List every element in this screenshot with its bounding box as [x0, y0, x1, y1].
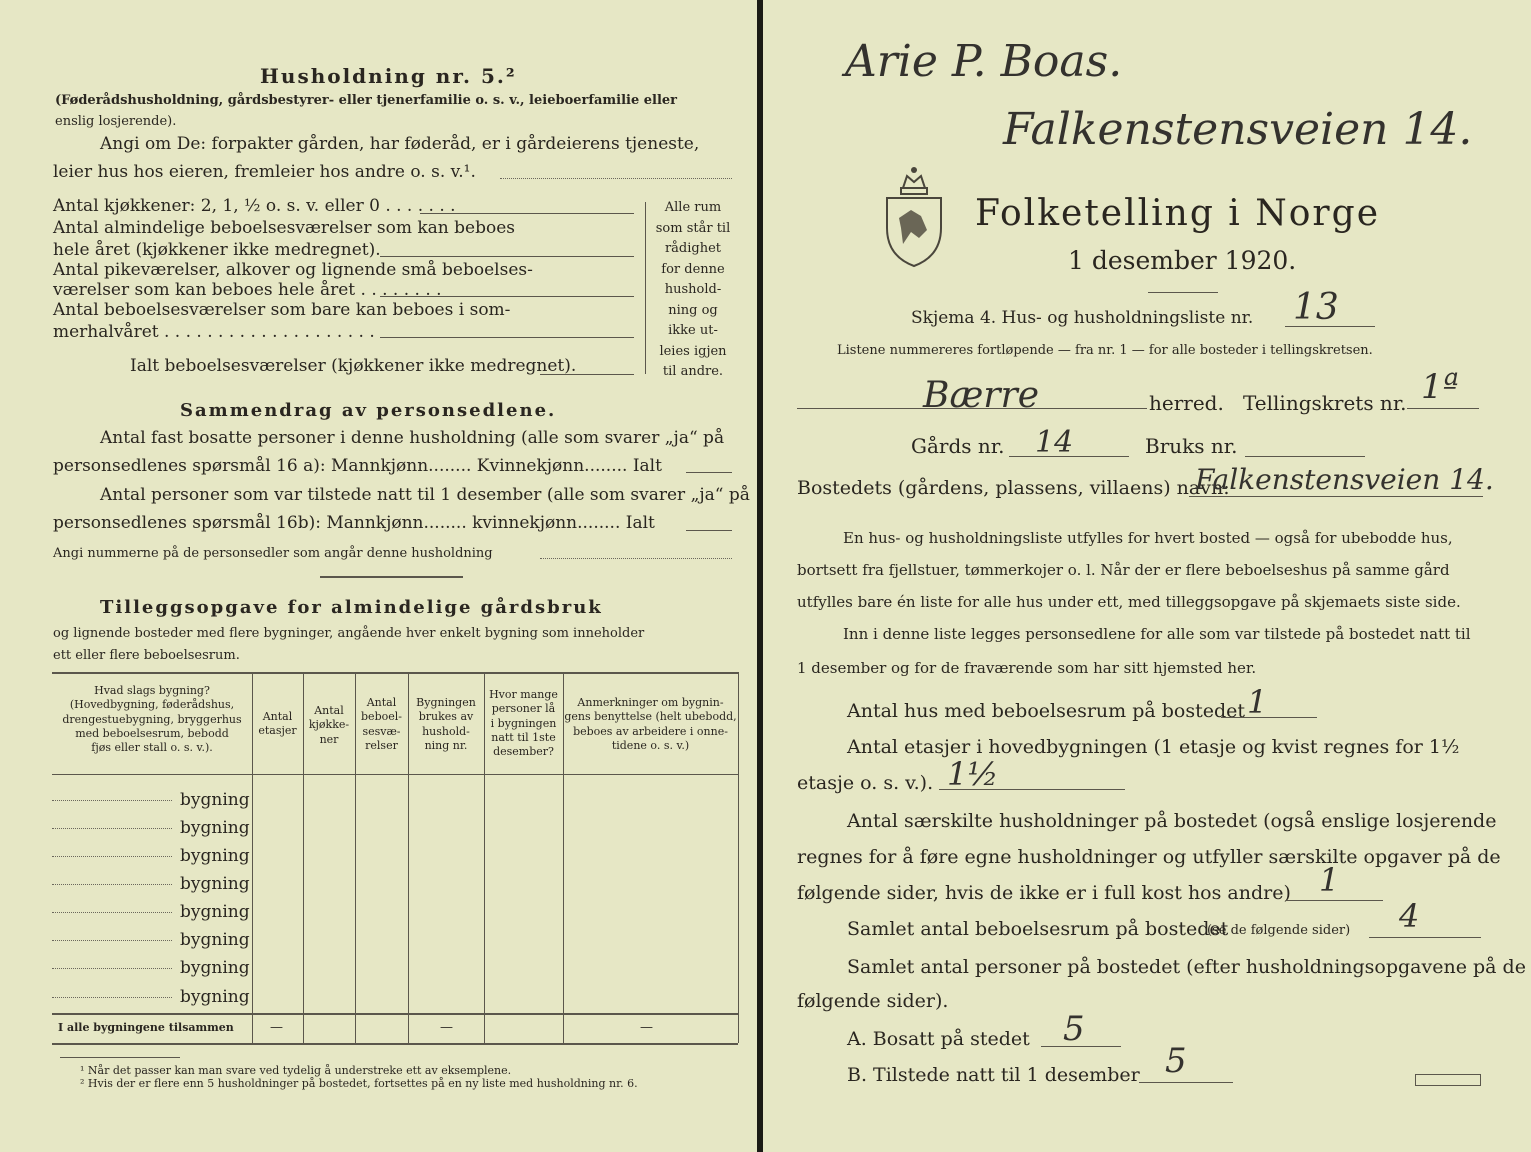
answer-line: [380, 337, 634, 338]
extra-line-2: ett eller flere beboelsesrum.: [53, 648, 240, 663]
table-header: Hvor mange personer lå i bygningen natt til 1ste desember?: [489, 688, 558, 759]
answer-line: [1009, 456, 1129, 457]
summary-title: Sammendrag av personsedlene.: [180, 400, 557, 421]
row-kitchens: Antal kjøkkener: 2, 1, ½ o. s. v. eller 0 . . . . . . .: [53, 196, 456, 216]
household-subtitle: (Føderådshusholdning, gårdsbestyrer- eller tjenerfamilie o. s. v., leieboerfamilie eller: [55, 93, 678, 108]
households-label: Antal særskilte husholdninger på bostedet (også enslige losjerende: [847, 810, 1497, 832]
answer-line: [1407, 408, 1479, 409]
household-title: Husholdning nr. 5.²: [260, 64, 517, 88]
resident-label: A. Bosatt på stedet: [847, 1028, 1030, 1050]
answer-line: [1287, 900, 1383, 901]
household-subtitle-2: enslig losjerende).: [55, 114, 177, 129]
handwritten-address: Falkenstensveien 14.: [1003, 104, 1473, 155]
answer-line: [686, 472, 732, 473]
place-name-label: Bostedets (gårdens, plassens, villaens) navn:: [797, 477, 1230, 499]
farm-number-label: Gårds nr.: [911, 434, 1005, 458]
table-header: Antal etasjer: [258, 710, 297, 738]
form-title: Folketelling i Norge: [975, 193, 1380, 234]
answer-line: [380, 296, 634, 297]
rooms-note: (se de følgende sider): [1207, 923, 1351, 938]
rooms-label: Samlet antal beboelsesrum på bostedet: [847, 918, 1229, 940]
row-summer-rooms: Antal beboelsesværelser som bare kan beboes i som-: [53, 300, 511, 320]
answer-line: [1285, 326, 1375, 327]
answer-line: [797, 408, 1147, 409]
summary-line-4: personsedlenes spørsmål 16b): Mannkjønn........ kvinnekjønn........ Ialt: [53, 513, 655, 533]
answer-line: [420, 213, 540, 214]
municipality-label: herred.: [1149, 391, 1224, 415]
answer-line: [939, 789, 1125, 790]
persons-label: Samlet antal personer på bostedet (efter husholdningsopgavene på de: [847, 956, 1526, 978]
row-total-rooms: Ialt beboelsesværelser (kjøkkener ikke medregnet).: [130, 356, 577, 376]
extra-title: Tilleggsopgave for almindelige gårdsbruk: [100, 597, 603, 618]
rooms-value: 4: [1399, 897, 1420, 935]
instruction-line-4: Inn i denne liste legges personsedlene for alle som var tilstede på bostedet natt til: [843, 625, 1471, 643]
households-value: 1: [1319, 861, 1340, 899]
table-total-label: I alle bygningene tilsammen: [58, 1021, 234, 1034]
answer-line: [380, 256, 634, 257]
schema-label: Skjema 4. Hus- og husholdningsliste nr.: [911, 308, 1254, 328]
divider: [60, 1057, 180, 1058]
brace: [645, 202, 646, 374]
table-row: bygning: [52, 874, 250, 894]
table-row: bygning: [52, 846, 250, 866]
table-total-dash: —: [270, 1020, 283, 1035]
table-header: Antal beboel- sesvæ- relser: [361, 696, 402, 752]
footnote-2: ² Hvis der er flere enn 5 husholdninger på bostedet, fortsettes på en ny liste med husholdning nr. 6.: [80, 1077, 638, 1090]
table-row: bygning: [52, 818, 250, 838]
instruction-line-2: bortsett fra fjellstuer, tømmerkojer o. l. Når der er flere beboelseshus på samme gård: [797, 561, 1450, 579]
summary-line-5: Angi nummerne på de personsedler som angår denne husholdning: [53, 546, 493, 561]
district-label: Tellingskrets nr.: [1243, 391, 1407, 415]
summary-line-2: personsedlenes spørsmål 16 a): Mannkjønn........ Kvinnekjønn........ Ialt: [53, 456, 662, 476]
printer-stamp: [1415, 1074, 1481, 1086]
instruction-line-1: En hus- og husholdningsliste utfylles for hvert bosted — også for ubebodde hus,: [843, 529, 1453, 547]
answer-line: [1369, 937, 1481, 938]
extra-line-1: og lignende bosteder med flere bygninger, angående hver enkelt bygning som inneholder: [53, 626, 645, 641]
table-header: Bygningen brukes av hushold- ning nr.: [416, 696, 476, 752]
summary-line-1: Antal fast bosatte personer i denne husholdning (alle som svarer „ja“ på: [100, 428, 725, 448]
floors-label: Antal etasjer i hovedbygningen (1 etasje og kvist regnes for 1½: [847, 736, 1460, 758]
row-small-rooms-2: værelser som kan beboes hele året . . . . . . . .: [53, 280, 442, 300]
table-row: bygning: [52, 987, 250, 1007]
row-small-rooms: Antal pikeværelser, alkover og lignende små beboelses-: [53, 260, 533, 280]
left-page: [0, 0, 757, 1152]
answer-line: [1041, 1046, 1121, 1047]
summary-line-3: Antal personer som var tilstede natt til 1 desember (alle som svarer „ja“ på: [100, 485, 750, 505]
households-label-2: regnes for å føre egne husholdninger og utfyller særskilte opgaver på de: [797, 846, 1501, 868]
footnote-1: ¹ Når det passer kan man svare ved tydelig å understreke ett av eksemplene.: [80, 1064, 512, 1077]
households-label-3: følgende sider, hvis de ikke er i full kost hos andre): [797, 882, 1291, 904]
schema-number: 13: [1293, 287, 1339, 328]
divider: [320, 576, 463, 578]
persons-label-2: følgende sider).: [797, 990, 949, 1012]
handwritten-name: Arie P. Boas.: [845, 36, 1123, 87]
row-rooms: Antal almindelige beboelsesværelser som kan beboes: [53, 218, 515, 238]
answer-line: [540, 558, 732, 559]
houses-value: 1: [1247, 683, 1268, 721]
table-row: bygning: [52, 958, 250, 978]
right-page: [763, 0, 1531, 1152]
answer-line: [686, 530, 732, 531]
houses-label: Antal hus med beboelsesrum på bostedet: [847, 700, 1246, 722]
table-total-dash: —: [440, 1020, 453, 1035]
numbering-note: Listene nummereres fortløpende — fra nr. 1 — for alle bosteder i tellingskretsen.: [837, 343, 1373, 358]
present-label: B. Tilstede natt til 1 desember: [847, 1064, 1140, 1086]
answer-line: [1189, 496, 1483, 497]
question-tenure-2: leier hus hos eieren, fremleier hos andre o. s. v.¹.: [53, 162, 476, 182]
answer-line: [540, 213, 634, 214]
question-tenure: Angi om De: forpakter gården, har føderåd, er i gårdeierens tjeneste,: [100, 134, 700, 154]
answer-line: [1139, 1082, 1233, 1083]
answer-line: [500, 178, 732, 179]
form-date: 1 desember 1920.: [1068, 246, 1297, 275]
row-summer-rooms-2: merhalvåret . . . . . . . . . . . . . . . . . . . .: [53, 322, 375, 342]
present-value: 5: [1165, 1041, 1187, 1081]
municipality-value: Bærre: [923, 375, 1040, 416]
divider: [1148, 292, 1218, 293]
floors-label-2: etasje o. s. v.).: [797, 772, 934, 794]
table-header: Anmerkninger om bygnin- gens benyttelse (helt ubebodd, beboes av arbeidere i onne- tidene o. s. v.): [564, 696, 737, 752]
resident-value: 5: [1063, 1009, 1085, 1049]
instruction-line-5: 1 desember og for de fraværende som har sitt hjemsted her.: [797, 659, 1257, 677]
table-header: Antal kjøkke- ner: [308, 704, 350, 746]
district-value: 1ª: [1421, 367, 1459, 407]
answer-line: [1221, 717, 1317, 718]
table-header: Hvad slags bygning? (Hovedbygning, føderådshus, drengestuebygning, bryggerhus med beboelsesrum, bebodd fjøs eller stall o. s. v.).: [62, 684, 242, 755]
table-row: bygning: [52, 930, 250, 950]
answer-line: [1245, 456, 1365, 457]
table-row: bygning: [52, 902, 250, 922]
holding-number-label: Bruks nr.: [1145, 434, 1238, 458]
instruction-line-3: utfylles bare én liste for alle hus under ett, med tilleggsopgave på skjemaets siste side.: [797, 593, 1461, 611]
farm-number-value: 14: [1035, 425, 1074, 460]
table-row: bygning: [52, 790, 250, 810]
table-total-dash: —: [640, 1020, 653, 1035]
place-name-value: Falkenstensveien 14.: [1195, 463, 1494, 496]
answer-line: [540, 374, 634, 375]
row-rooms-2: hele året (kjøkkener ikke medregnet).: [53, 240, 381, 260]
side-note: Alle rum som står til rådighet for denne hushold- ning og ikke ut- leies igjen til andre.: [655, 200, 731, 379]
floors-value: 1½: [947, 755, 999, 793]
coat-of-arms-icon: [881, 158, 947, 270]
